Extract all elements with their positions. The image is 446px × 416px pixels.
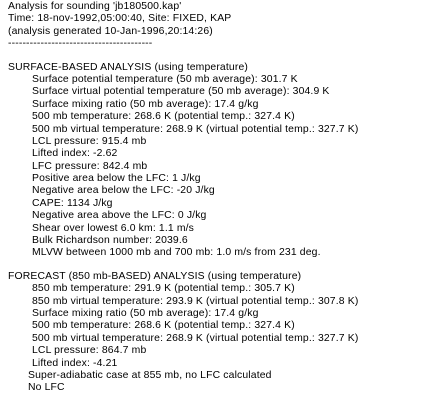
surface-line: CAPE: 1134 J/kg (32, 197, 113, 209)
surface-line: LFC pressure: 842.4 mb (32, 160, 148, 172)
sounding-analysis-report (8, 1, 444, 395)
forecast-line: 500 mb temperature: 268.6 K (potential temp.: 327.4 K) (32, 320, 295, 332)
forecast-line: LCL pressure: 864.7 mb (32, 345, 147, 357)
surface-line: 500 mb temperature: 268.6 K (potential temp.: 327.4 K) (32, 111, 295, 123)
surface-line: Shear over lowest 6.0 km: 1.1 m/s (32, 222, 195, 234)
surface-line: Bulk Richardson number: 2039.6 (32, 235, 188, 247)
forecast-line: 500 mb virtual temperature: 268.9 K (virtual potential temp.: 327.7 K) (32, 332, 359, 344)
report-generated: (analysis generated 10-Jan-1996,20:14:26) (8, 25, 213, 37)
surface-line: LCL pressure: 915.4 mb (32, 135, 147, 147)
surface-line: Lifted index: -2.62 (32, 148, 118, 160)
surface-line: Surface mixing ratio (50 mb average): 17.4 g/kg (32, 98, 259, 110)
surface-line: MLVW between 1000 mb and 700 mb: 1.0 m/s from 231 deg. (32, 247, 321, 259)
forecast-note: Super-adiabatic case at 855 mb, no LFC calculated (28, 369, 272, 381)
surface-line: Negative area below the LFC: -20 J/kg (32, 185, 215, 197)
forecast-line: Surface mixing ratio (50 mb average): 17.4 g/kg (32, 307, 259, 319)
surface-section-title: SURFACE-BASED ANALYSIS (using temperature) (8, 61, 248, 73)
report-time-site: Time: 18-nov-1992,05:00:40, Site: FIXED, KAP (8, 13, 232, 25)
surface-line: Surface potential temperature (50 mb average): 301.7 K (32, 73, 298, 85)
forecast-line: 850 mb virtual temperature: 293.9 K (virtual potential temp.: 307.8 K) (32, 295, 359, 307)
section-gap (8, 260, 444, 271)
forecast-line: 850 mb temperature: 291.9 K (potential temp.: 305.7 K) (32, 283, 295, 295)
section-gap (8, 51, 444, 62)
surface-line: Negative area above the LFC: 0 J/kg (32, 210, 207, 222)
report-title: Analysis for sounding 'jb180500.kap' (8, 1, 182, 12)
surface-line: Positive area below the LFC: 1 J/kg (32, 173, 201, 185)
surface-line: 500 mb virtual temperature: 268.9 K (virtual potential temp.: 327.7 K) (32, 123, 359, 135)
forecast-section-title: FORECAST (850 mb-BASED) ANALYSIS (using temperature) (8, 270, 302, 282)
report-separator: ---------------------------------------- (8, 38, 153, 50)
forecast-line: Lifted index: -4.21 (32, 357, 118, 369)
surface-line: Surface virtual potential temperature (50 mb average): 304.9 K (32, 86, 330, 98)
forecast-note: No LFC (28, 382, 65, 394)
